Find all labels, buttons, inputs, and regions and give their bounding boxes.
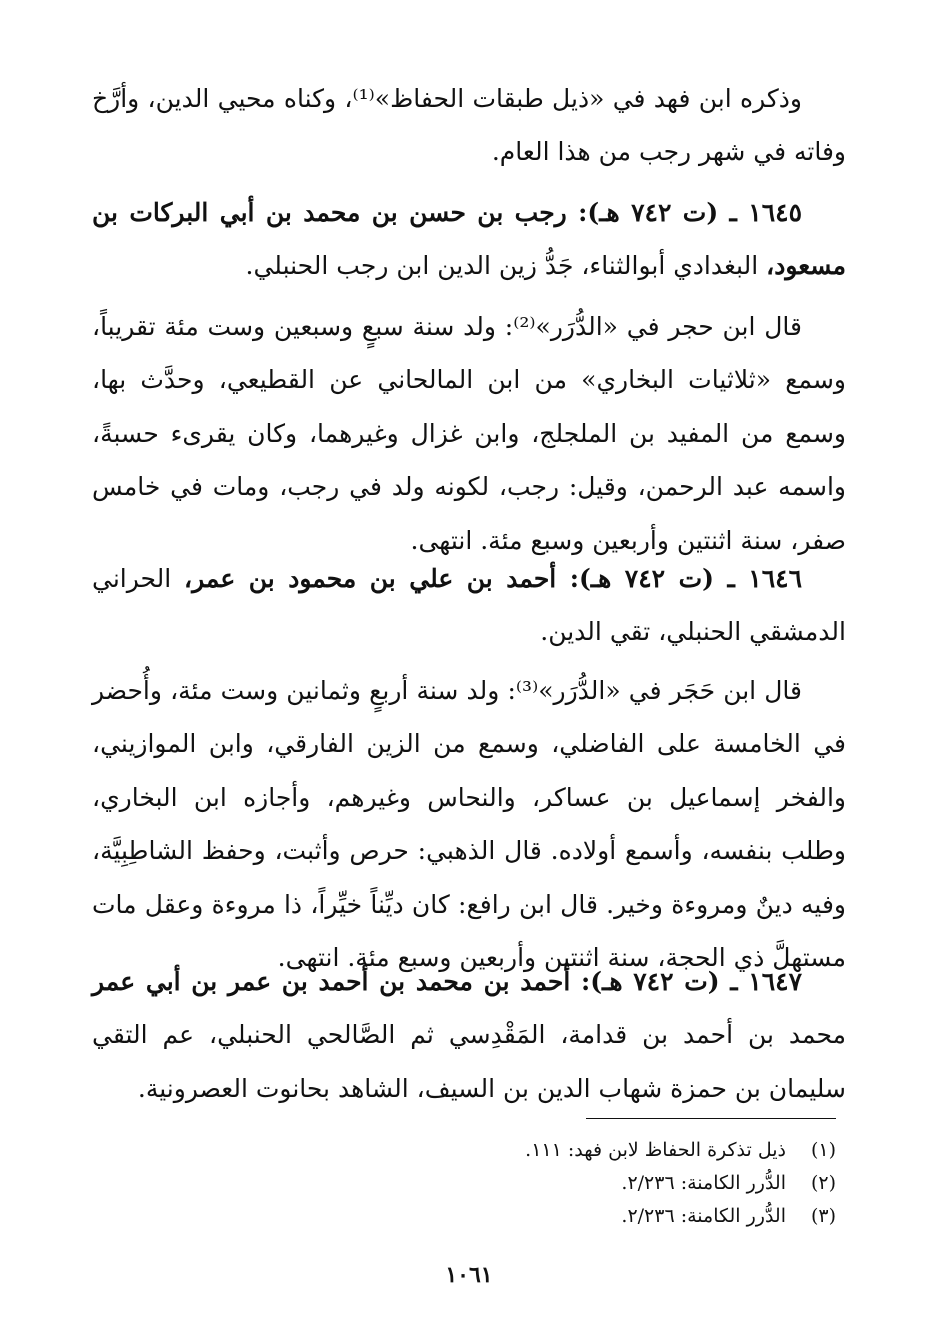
footnote-text: ذيل تذكرة الحفاظ لابن فهد: ١١١. — [525, 1139, 786, 1161]
entry-body: الحراني الدمشقي الحنبلي، تقي الدين. — [92, 564, 846, 647]
paragraph-ibn-hajar-1646 — [92, 664, 846, 984]
entry-heading: ١٦٤٦ ـ (ت ٧٤٢ هـ): أحمد بن علي بن محمود بن عمر، — [184, 564, 802, 593]
paragraph-ibn-fahd-note — [92, 72, 846, 179]
footnote-number: (٢) — [810, 1172, 836, 1194]
entry-text — [92, 552, 846, 659]
footnotes — [236, 1134, 836, 1233]
paragraph-ibn-hajar-1645 — [92, 300, 846, 567]
footnote-item — [236, 1167, 836, 1200]
footnote-number: (١) — [810, 1139, 836, 1161]
footnote-item — [236, 1134, 836, 1167]
entry-text — [92, 186, 846, 293]
entry-1646 — [92, 552, 846, 659]
footnote-text: الدُّرر الكامنة: ٢/٢٣٦. — [621, 1172, 786, 1194]
footnote-divider — [586, 1118, 836, 1119]
paragraph-text: قال ابن حَجَر في «الدُّرَر»⁽³⁾: ولد سنة أربعٍ وثمانين وست مئة، وأُحضر في الخامسة على الفاضلي، وسمع من الزين الفارقي، وابن الموازيني، والفخر إسماعيل بن عساكر، والنحاس وغيرهم، وأجازه ابن البخاري، وطلب بنفسه، وأسمع أولاده. قال الذهبي: حرص وأثبت، وحفظ الشاطِبِيَّة، وفيه دينٌ ومروءة وخير. قال ابن رافع: كان ديِّناً خيِّراً، ذا مروءة وعقل مات مستهلَّ ذي الحجة، سنة اثنتين وأربعين وسبع مئة. انتهى. — [92, 676, 846, 973]
entry-heading: ١٦٤٥ ـ (ت ٧٤٢ هـ): رجب بن حسن بن محمد بن أبي البركات بن مسعود، — [92, 198, 846, 281]
footnote-number: (٣) — [810, 1205, 836, 1227]
page-number: ١٠٦١ — [445, 1262, 493, 1288]
footnote-text: الدُّرر الكامنة: ٢/٢٣٦. — [621, 1205, 786, 1227]
entry-1645 — [92, 186, 846, 293]
entry-1647 — [92, 955, 846, 1115]
footnote-item — [236, 1200, 836, 1233]
paragraph-text: قال ابن حجر في «الدُّرَر»⁽²⁾: ولد سنة سبعٍ وسبعين وست مئة تقريباً، وسمع «ثلاثيات البخاري» من ابن المالحاني عن القطيعي، وحدَّث بها، وسمع من المفيد بن الملجلج، وابن غزال وغيرهما، وكان يقرىء حسبةً، واسمه عبد الرحمن، وقيل: رجب، لكونه ولد في رجب، ومات في خامس صفر، سنة اثنتين وأربعين وسبع مئة. انتهى. — [92, 312, 846, 555]
entry-body: البغدادي أبوالثناء، جَدُّ زين الدين ابن رجب الحنبلي. — [245, 251, 759, 281]
entry-heading: ١٦٤٧ ـ (ت ٧٤٢ هـ): أحمد بن محمد بن أحمد بن عمر بن أبي عمر — [92, 967, 802, 996]
paragraph-text: وذكره ابن فهد في «ذيل طبقات الحفاظ»⁽¹⁾، وكناه محيي الدين، وأرَّخ وفاته في شهر رجب من هذا العام. — [92, 84, 846, 167]
entry-body: محمد بن أحمد بن قدامة، المَقْدِسي ثم الصَّالحي الحنبلي، عم التقي سليمان بن حمزة شهاب الدين بن السيف، الشاهد بحانوت العصرونية. — [92, 1020, 846, 1103]
entry-text — [92, 955, 846, 1115]
